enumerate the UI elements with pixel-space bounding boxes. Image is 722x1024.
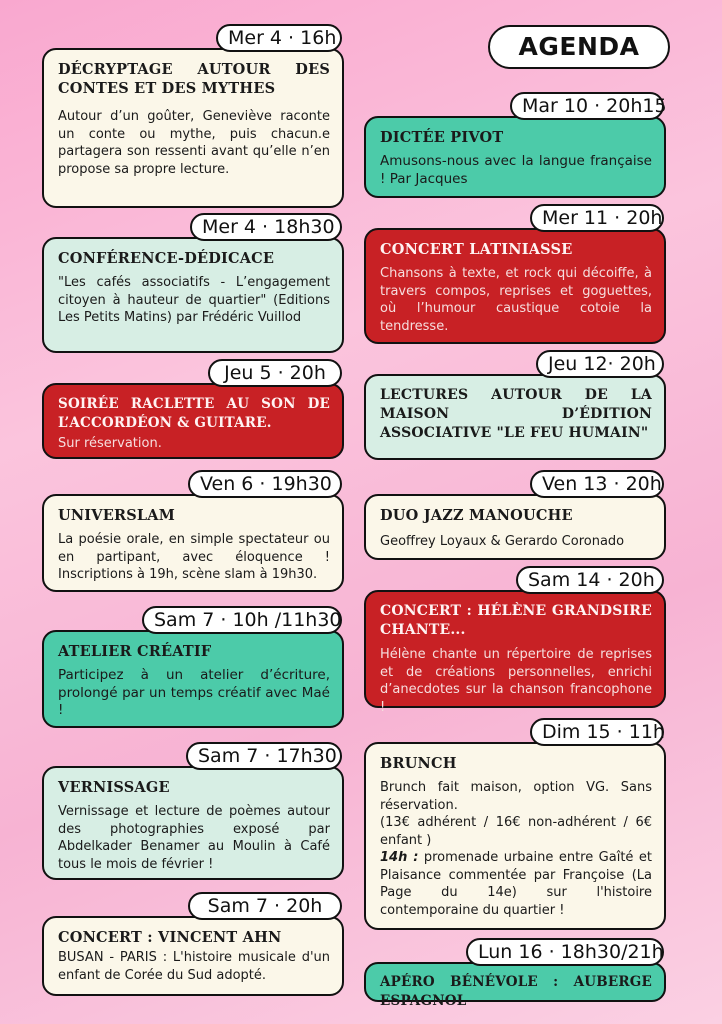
event-description: Hélène chante un répertoire de reprises et de créations personnelles, enrichi d’anecdotes sur la chanson francophone ! bbox=[380, 647, 652, 715]
event-date: Sam 14 · 20h bbox=[516, 566, 664, 594]
event-card-jazz bbox=[364, 494, 666, 560]
event-title: UNIVERSLAM bbox=[58, 507, 176, 524]
event-card-universlam bbox=[42, 494, 344, 592]
event-description: "Les cafés associatifs - L’engagement citoyen à hauteur de quartier" (Editions Les Petits Matins) par Frédéric Vuillod bbox=[58, 275, 330, 325]
event-date: Lun 16 · 18h30/21h bbox=[466, 938, 664, 966]
event-date: Jeu 5 · 20h bbox=[208, 359, 342, 387]
event-description: Amusons-nous avec la langue française ! Par Jacques bbox=[380, 153, 652, 187]
event-card-helene bbox=[364, 590, 666, 715]
event-card-atelier bbox=[42, 630, 344, 728]
event-walk-text: promenade urbaine entre Gaîté et Plaisance commentée par Françoise (La Page du 14e) sur l'histoire contemporaine du quartier ! bbox=[380, 850, 652, 918]
event-card-vincent-ahn bbox=[42, 916, 344, 996]
event-description: Chansons à texte, et rock qui décoiffe, à travers compos, reprises et goguettes, où l’humour caustique cotoie la tendresse. bbox=[380, 266, 652, 334]
event-date: Jeu 12· 20h bbox=[536, 350, 664, 378]
event-date: Ven 13 · 20h bbox=[530, 470, 664, 498]
event-description: Participez à un atelier d’écriture, prolongé par un temps créatif avec Maé ! bbox=[58, 667, 330, 718]
event-card-decryptage bbox=[42, 48, 344, 208]
event-date: Mer 11 · 20h bbox=[530, 204, 664, 232]
event-date: Sam 7 · 10h /11h30 bbox=[142, 606, 342, 634]
event-date: Mer 4 · 16h bbox=[216, 24, 342, 52]
event-title: ATELIER CRÉATIF bbox=[58, 643, 212, 660]
event-title: CONCERT : VINCENT AHN bbox=[58, 929, 282, 946]
event-title: CONCERT LATINIASSE bbox=[380, 241, 573, 258]
event-description: Brunch fait maison, option VG. Sans réservation. bbox=[380, 780, 652, 813]
event-title: DÉCRYPTAGE AUTOUR DES CONTES ET DES MYTHES bbox=[58, 61, 330, 97]
event-card-conference bbox=[42, 237, 344, 353]
event-title: CONCERT : HÉLÈNE GRANDSIRE CHANTE... bbox=[380, 603, 652, 638]
event-date: Mer 4 · 18h30 bbox=[190, 213, 342, 241]
event-card-lectures bbox=[364, 374, 666, 460]
event-description: Autour d’un goûter, Geneviève raconte un conte ou mythe, puis chacun.e partagera son ressenti avant qu’elle n’en propose sa propre lecture. bbox=[58, 109, 330, 177]
event-title: LECTURES AUTOUR DE LA MAISON D’ÉDITION ASSOCIATIVE "LE FEU HUMAIN" bbox=[380, 387, 652, 441]
event-title: CONFÉRENCE-DÉDICACE bbox=[58, 250, 275, 267]
event-date: Sam 7 · 20h bbox=[188, 892, 342, 920]
event-card-brunch bbox=[364, 742, 666, 930]
event-walk-time: 14h : bbox=[380, 850, 419, 865]
event-prices: (13€ adhérent / 16€ non-adhérent / 6€ enfant ) bbox=[380, 815, 652, 848]
event-description: Vernissage et lecture de poèmes autour des photographies exposé par Abdelkader Benamer au Moulin à Café tous le mois de février ! bbox=[58, 804, 330, 872]
event-date: Mar 10 · 20h15 bbox=[510, 92, 664, 120]
event-card-raclette bbox=[42, 383, 344, 459]
event-description: Geoffrey Loyaux & Gerardo Coronado bbox=[380, 534, 625, 549]
event-date: Dim 15 · 11h bbox=[530, 718, 664, 746]
event-title: DICTÉE PIVOT bbox=[380, 129, 504, 146]
event-description: La poésie orale, en simple spectateur ou en partipant, avec éloquence ! Inscriptions à 19h, scène slam à 19h30. bbox=[58, 532, 330, 582]
event-card-dictee bbox=[364, 116, 666, 198]
event-date: Ven 6 · 19h30 bbox=[188, 470, 342, 498]
event-title: DUO JAZZ MANOUCHE bbox=[380, 507, 573, 524]
event-card-latiniasse bbox=[364, 228, 666, 344]
event-card-apero bbox=[364, 962, 666, 1009]
event-description: BUSAN - PARIS : L'histoire musicale d'un enfant de Corée du Sud adopté. bbox=[58, 950, 330, 983]
event-date: Sam 7 · 17h30 bbox=[186, 742, 342, 770]
event-title: BRUNCH bbox=[380, 755, 457, 772]
event-walk bbox=[380, 849, 652, 919]
event-description: Sur réservation. bbox=[58, 436, 162, 451]
event-card-vernissage bbox=[42, 766, 344, 880]
page-title: AGENDA bbox=[488, 25, 670, 69]
event-title: APÉRO BÉNÉVOLE : AUBERGE ESPAGNOL bbox=[380, 974, 652, 1009]
event-title: SOIRÉE RACLETTE AU SON DE L’ACCORDÉON & GUITARE. bbox=[58, 396, 330, 431]
event-title: VERNISSAGE bbox=[58, 779, 170, 796]
